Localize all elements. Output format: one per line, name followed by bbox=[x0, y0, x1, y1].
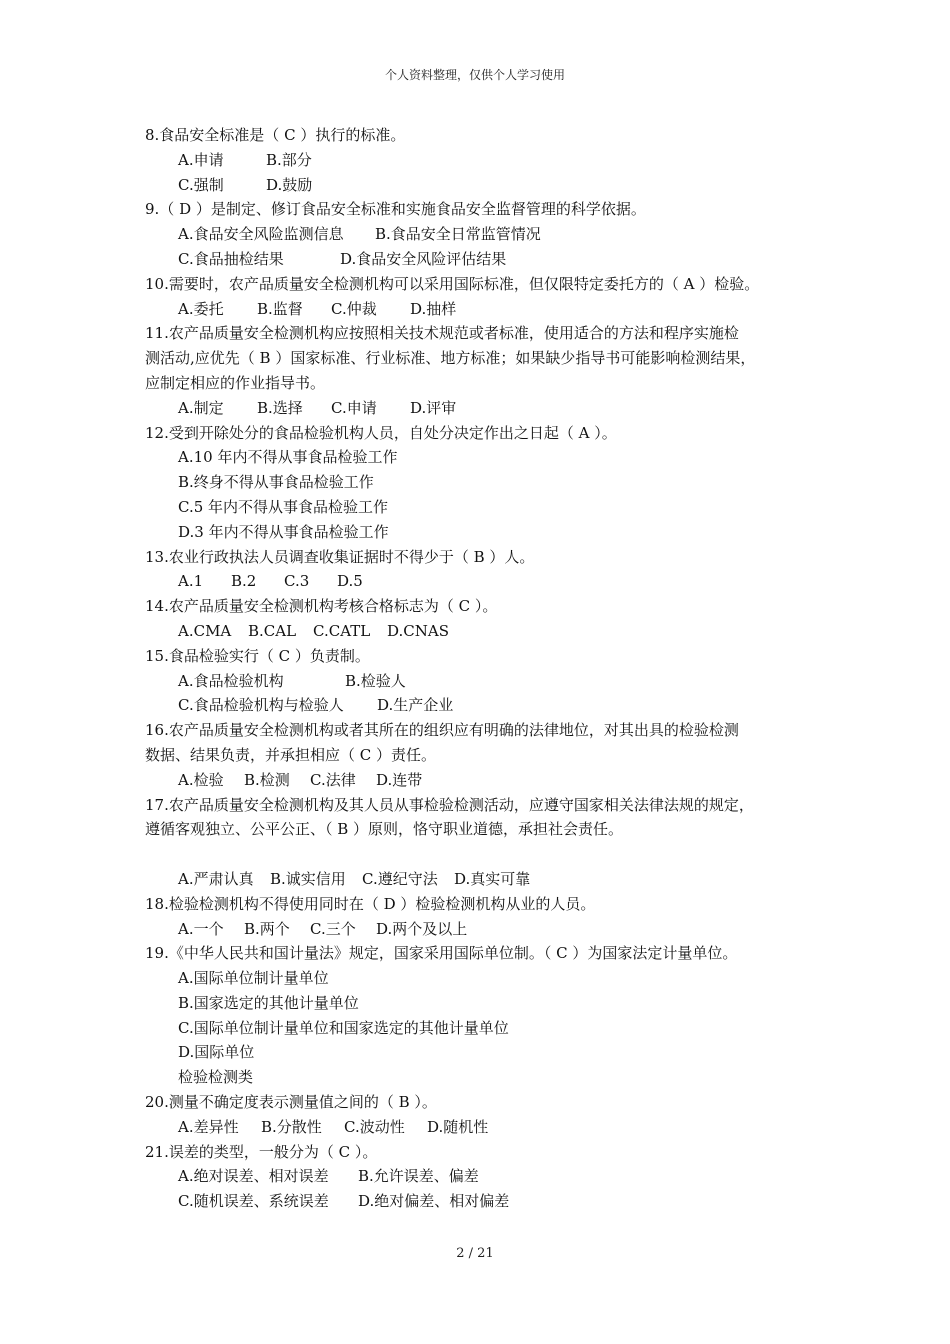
answer-options bbox=[145, 173, 825, 198]
answer-option: A.制定 bbox=[178, 398, 224, 417]
question-text: 19.《中华人民共和国计量法》规定，国家采用国际单位制。（ C ）为国家法定计量单位。 bbox=[145, 944, 738, 963]
question-text: 遵循客观独立、公平公正、（ B ）原则，恪守职业道德，承担社会责任。 bbox=[145, 820, 624, 839]
answer-option: C.随机误差、系统误差 bbox=[178, 1192, 329, 1211]
answer-option: D.3 年内不得从事食品检验工作 bbox=[178, 522, 389, 541]
answer-option: A.检验 bbox=[178, 770, 224, 789]
answer-option: B.部分 bbox=[266, 150, 312, 169]
answer-option: C.法律 bbox=[310, 770, 356, 789]
answer-option: A.差异性 bbox=[178, 1117, 239, 1136]
answer-option: C.强制 bbox=[178, 175, 224, 194]
question-text: 10.需要时，农产品质量安全检测机构可以采用国际标准，但仅限特定委托方的（ A ）检验。 bbox=[145, 274, 760, 293]
answer-options bbox=[145, 520, 825, 545]
question-text: 11.农产品质量安全检测机构应按照相关技术规范或者标准，使用适合的方法和程序实施检 bbox=[145, 324, 739, 343]
question-text: 8.食品安全标准是（ C ）执行的标准。 bbox=[145, 126, 406, 144]
answer-option: B.分散性 bbox=[261, 1117, 322, 1136]
answer-options bbox=[145, 1016, 825, 1041]
answer-options bbox=[145, 569, 825, 594]
answer-option: D.5 bbox=[337, 572, 363, 591]
answer-option: A.食品安全风险监测信息 bbox=[178, 225, 344, 244]
question-text: 测活动,应优先（ B ）国家标准、行业标准、地方标准；如果缺少指导书可能影响检测结果， bbox=[145, 349, 756, 368]
question-list bbox=[145, 123, 825, 1214]
answer-option: B.允许误差、偏差 bbox=[358, 1167, 479, 1186]
answer-option: D.真实可靠 bbox=[454, 869, 531, 888]
answer-options bbox=[145, 247, 825, 272]
answer-option: B.检测 bbox=[244, 770, 290, 789]
answer-options bbox=[145, 669, 825, 694]
answer-option: C.遵纪守法 bbox=[362, 869, 438, 888]
answer-option: A.绝对误差、相对误差 bbox=[178, 1167, 329, 1186]
answer-option: B.选择 bbox=[257, 398, 303, 417]
answer-option: 检验检测类 bbox=[178, 1068, 254, 1087]
answer-options bbox=[145, 1065, 825, 1090]
page-number: 2 / 21 bbox=[456, 1246, 494, 1261]
question-text: 应制定相应的作业指导书。 bbox=[145, 373, 326, 392]
answer-option: D.生产企业 bbox=[377, 696, 454, 715]
answer-option: A.10 年内不得从事食品检验工作 bbox=[178, 448, 398, 467]
question-text: 15.食品检验实行（ C ）负责制。 bbox=[145, 646, 370, 665]
answer-options bbox=[145, 619, 825, 644]
answer-option: D.两个及以上 bbox=[376, 919, 468, 938]
question-text: 13.农业行政执法人员调查收集证据时不得少于（ B ）人。 bbox=[145, 547, 535, 566]
answer-option: C.波动性 bbox=[344, 1117, 405, 1136]
answer-option: D.抽样 bbox=[410, 299, 457, 318]
answer-option: A.委托 bbox=[178, 299, 224, 318]
answer-option: B.CAL bbox=[248, 621, 297, 640]
answer-option: A.1 bbox=[178, 572, 204, 591]
answer-option: D.国际单位 bbox=[178, 1043, 255, 1062]
answer-option: B.两个 bbox=[244, 919, 290, 938]
answer-options bbox=[145, 495, 825, 520]
answer-options bbox=[145, 693, 825, 718]
answer-options bbox=[145, 991, 825, 1016]
question-text: 16.农产品质量安全检测机构或者其所在的组织应有明确的法律地位，对其出具的检验检测 bbox=[145, 721, 739, 740]
answer-options bbox=[145, 1040, 825, 1065]
answer-options bbox=[145, 867, 825, 892]
answer-options bbox=[145, 396, 825, 421]
answer-option: B.食品安全日常监管情况 bbox=[375, 225, 541, 244]
answer-option: B.诚实信用 bbox=[270, 869, 346, 888]
answer-option: C.食品检验机构与检验人 bbox=[178, 696, 344, 715]
answer-option: C.仲裁 bbox=[331, 299, 377, 318]
answer-options bbox=[145, 148, 825, 173]
question-text: 9.（ D ）是制定、修订食品安全标准和实施食品安全监督管理的科学依据。 bbox=[145, 200, 646, 219]
answer-options bbox=[145, 1115, 825, 1140]
question-text: 14.农产品质量安全检测机构考核合格标志为（ C ）。 bbox=[145, 597, 498, 616]
answer-option: A.食品检验机构 bbox=[178, 671, 284, 690]
answer-option: C.食品抽检结果 bbox=[178, 249, 284, 268]
answer-option: B.终身不得从事食品检验工作 bbox=[178, 473, 374, 492]
answer-options bbox=[145, 768, 825, 793]
answer-option: C.申请 bbox=[331, 398, 377, 417]
answer-option: D.绝对偏差、相对偏差 bbox=[358, 1192, 510, 1211]
answer-option: A.CMA bbox=[178, 621, 232, 640]
answer-options bbox=[145, 1189, 825, 1214]
question-text: 20.测量不确定度表示测量值之间的（ B ）。 bbox=[145, 1093, 437, 1112]
answer-options bbox=[145, 297, 825, 322]
answer-option: D.连带 bbox=[376, 770, 423, 789]
answer-option: D.评审 bbox=[410, 398, 457, 417]
answer-option: C.CATL bbox=[313, 621, 371, 640]
answer-option: C.国际单位制计量单位和国家选定的其他计量单位 bbox=[178, 1018, 509, 1037]
question-text: 21.误差的类型，一般分为（ C ）。 bbox=[145, 1142, 378, 1161]
answer-options bbox=[145, 966, 825, 991]
question-text: 18.检验检测机构不得使用同时在（ D ）检验检测机构从业的人员。 bbox=[145, 894, 596, 913]
answer-option: C.5 年内不得从事食品检验工作 bbox=[178, 497, 389, 516]
answer-options bbox=[145, 445, 825, 470]
question-text: 12.受到开除处分的食品检验机构人员，自处分决定作出之日起（ A ）。 bbox=[145, 423, 617, 442]
answer-option: B.监督 bbox=[257, 299, 303, 318]
answer-option: A.严肃认真 bbox=[178, 869, 254, 888]
answer-option: A.国际单位制计量单位 bbox=[178, 969, 329, 988]
answer-option: D.食品安全风险评估结果 bbox=[340, 249, 507, 268]
answer-option: A.申请 bbox=[178, 150, 224, 169]
answer-option: B.2 bbox=[231, 572, 257, 591]
answer-option: D.CNAS bbox=[387, 621, 449, 640]
answer-option: D.随机性 bbox=[427, 1117, 489, 1136]
answer-option: B.检验人 bbox=[345, 671, 406, 690]
answer-option: C.三个 bbox=[310, 919, 356, 938]
answer-option: A.一个 bbox=[178, 919, 224, 938]
question-text: 数据、结果负责，并承担相应（ C ）责任。 bbox=[145, 745, 437, 764]
answer-option: B.国家选定的其他计量单位 bbox=[178, 993, 359, 1012]
answer-options bbox=[145, 470, 825, 495]
answer-option: C.3 bbox=[284, 572, 310, 591]
answer-options bbox=[145, 222, 825, 247]
answer-option: D.鼓励 bbox=[266, 175, 313, 194]
page-header: 个人资料整理，仅供个人学习使用 bbox=[384, 68, 565, 82]
answer-options bbox=[145, 917, 825, 942]
answer-options bbox=[145, 1164, 825, 1189]
blank-line bbox=[145, 842, 825, 867]
question-text: 17.农产品质量安全检测机构及其人员从事检验检测活动，应遵守国家相关法律法规的规定， bbox=[145, 795, 754, 814]
